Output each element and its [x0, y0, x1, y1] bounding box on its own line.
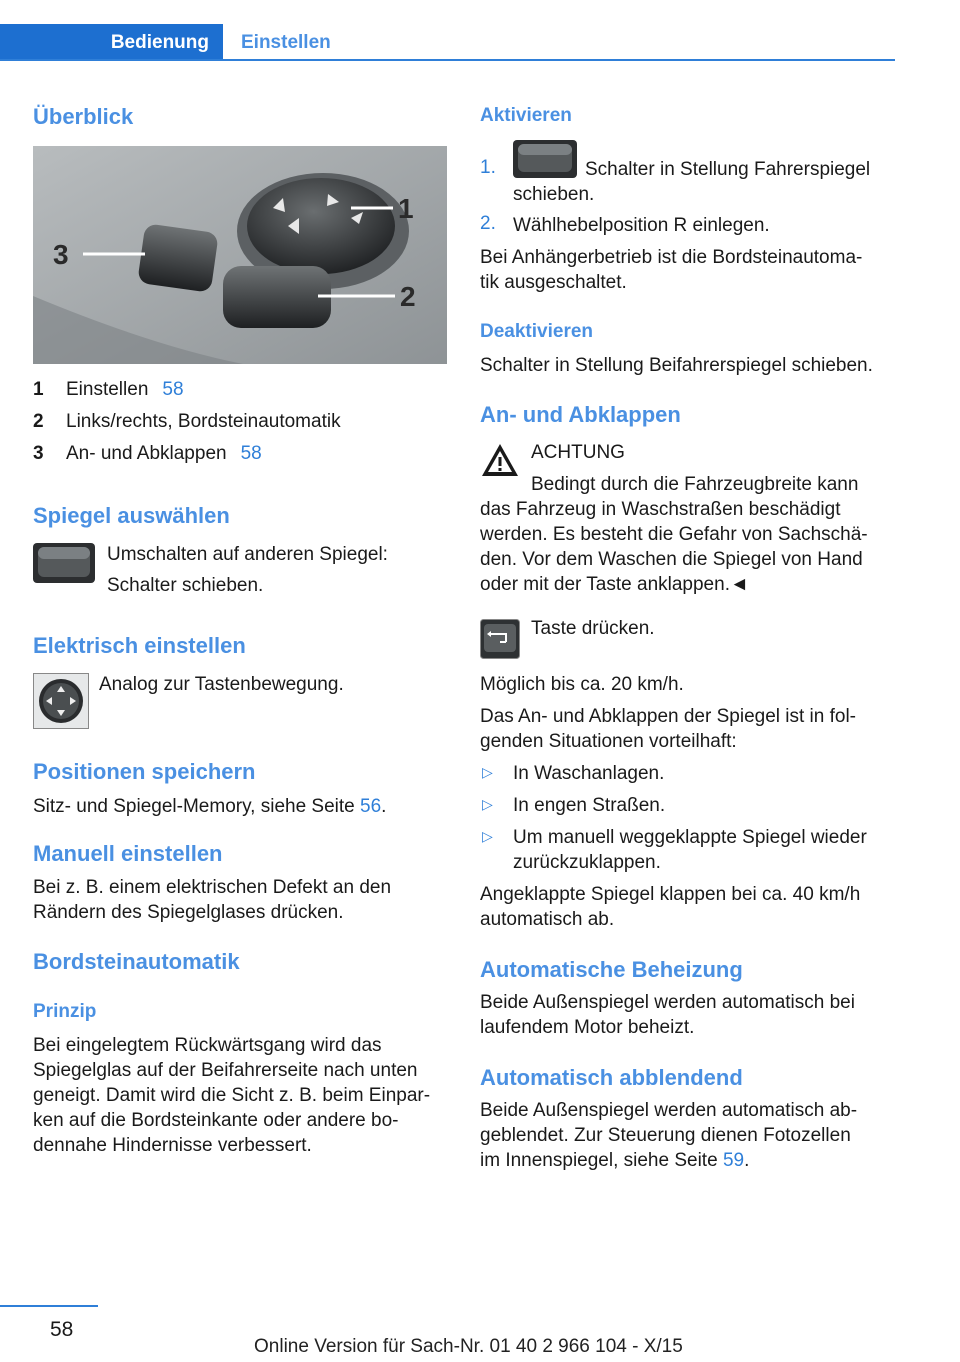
angeklappt-line: Angeklappte Spiegel klappen bei ca. 40 km/h	[480, 884, 861, 905]
bullet-item: In engen Straßen.	[513, 795, 666, 816]
vorteil-line: genden Situationen vorteilhaft:	[480, 731, 737, 752]
legend-text: Links/rechts, Bordsteinautomatik	[66, 411, 341, 432]
header-rule	[0, 59, 895, 61]
bullet-item: In Waschanlagen.	[513, 763, 665, 784]
legend-number: 3	[33, 443, 44, 464]
legend-text: Einstellen	[66, 379, 149, 400]
heading-prinzip: Prinzip	[33, 1001, 97, 1022]
mirror-switch-photo	[33, 146, 447, 364]
heading-deaktivieren: Deaktivieren	[480, 321, 594, 342]
elektrisch-text: Analog zur Tastenbewegung.	[99, 674, 344, 695]
step1-text-cont: schieben.	[513, 184, 595, 205]
tab-bedienung[interactable]: Bedienung	[0, 24, 223, 61]
triangle-bullet-icon: ▷	[482, 764, 493, 780]
step-number: 2.	[480, 213, 496, 234]
page-link-59[interactable]: 59	[722, 1150, 745, 1171]
heading-automatisch-abblendend: Automatisch abblendend	[480, 1065, 743, 1090]
abblend-line: geblendet. Zur Steuerung dienen Fotozellen	[480, 1125, 851, 1146]
mirror-joystick-icon	[33, 673, 89, 729]
callout-1: 1	[398, 193, 414, 224]
warning-line: werden. Es besteht die Gefahr von Sachschä-	[480, 524, 868, 545]
heading-elektrisch-einstellen: Elektrisch einstellen	[33, 633, 246, 658]
abblend-line: im Innenspiegel, siehe Seite 59.	[480, 1150, 750, 1171]
spiegel-text-2: Schalter schieben.	[107, 575, 264, 596]
achtung-label: ACHTUNG	[531, 442, 625, 463]
triangle-bullet-icon: ▷	[482, 796, 493, 812]
vorteil-line: Das An- und Abklappen der Spiegel ist in fol-	[480, 706, 857, 727]
triangle-bullet-icon: ▷	[482, 828, 493, 844]
heading-manuell-einstellen: Manuell einstellen	[33, 841, 223, 866]
angeklappt-line: automatisch ab.	[480, 909, 615, 930]
heading-an-und-abklappen: An- und Abklappen	[480, 402, 681, 427]
legend-text: An- und Abklappen	[66, 443, 227, 464]
callout-2: 2	[400, 281, 416, 312]
page-number: 58	[50, 1318, 74, 1341]
tab-einstellen[interactable]: Einstellen	[241, 32, 331, 53]
footer-rule	[0, 1305, 98, 1307]
heading-ueberblick: Überblick	[33, 104, 134, 129]
legend-number: 1	[33, 379, 44, 400]
heading-spiegel-auswaehlen: Spiegel auswählen	[33, 503, 230, 528]
warning-line: Bedingt durch die Fahrzeugbreite kann	[531, 474, 859, 495]
abblend-line: Beide Außenspiegel werden automatisch ab-	[480, 1100, 858, 1121]
prinzip-line: dennahe Hindernisse verbessert.	[33, 1135, 312, 1156]
chapter-tabbar	[0, 24, 895, 61]
legend-number: 2	[33, 411, 44, 432]
step2-text: Wählhebelposition R einlegen.	[513, 215, 770, 236]
heading-positionen-speichern: Positionen speichern	[33, 759, 256, 784]
anhaenger-line: tik ausgeschaltet.	[480, 272, 627, 293]
page-link[interactable]: 58	[162, 379, 184, 400]
page-link[interactable]: 58	[240, 443, 262, 464]
anhaenger-line: Bei Anhängerbetrieb ist die Bordsteinautoma-	[480, 247, 863, 268]
beheizung-line: laufendem Motor beheizt.	[480, 1017, 695, 1038]
step1-text: Schalter in Stellung Fahrerspiegel	[585, 159, 871, 180]
heading-aktivieren: Aktivieren	[480, 105, 572, 126]
prinzip-line: Spiegelglas auf der Beifahrerseite nach unten	[33, 1060, 418, 1081]
moeglich-text: Möglich bis ca. 20 km/h.	[480, 674, 684, 695]
fold-mirror-button-icon	[480, 619, 520, 659]
warning-line: das Fahrzeug in Waschstraßen beschädigt	[480, 499, 841, 520]
callout-3: 3	[53, 239, 69, 270]
prinzip-line: Bei eingelegtem Rückwärtsgang wird das	[33, 1035, 382, 1056]
warning-triangle-icon	[480, 442, 520, 478]
bullet-item-cont: zurückzuklappen.	[513, 852, 661, 873]
manuell-line: Rändern des Spiegelglases drücken.	[33, 902, 344, 923]
heading-automatische-beheizung: Automatische Beheizung	[480, 957, 743, 982]
step-number: 1.	[480, 157, 496, 178]
deaktivieren-text: Schalter in Stellung Beifahrerspiegel schieben.	[480, 355, 873, 376]
positionen-text: Sitz- und Spiegel-Memory, siehe Seite 56.	[33, 796, 387, 817]
bullet-item: Um manuell weggeklappte Spiegel wieder	[513, 827, 867, 848]
taste-text: Taste drücken.	[531, 618, 655, 639]
manuell-line: Bei z. B. einem elektrischen Defekt an den	[33, 877, 392, 898]
prinzip-line: ken auf die Bordsteinkante oder andere bo-	[33, 1110, 399, 1131]
heading-bordsteinautomatik: Bordsteinautomatik	[33, 949, 240, 974]
slide-switch-icon	[513, 140, 577, 178]
warning-line: oder mit der Taste anklappen.◄	[480, 574, 749, 595]
spiegel-text-1: Umschalten auf anderen Spiegel:	[107, 544, 388, 565]
beheizung-line: Beide Außenspiegel werden automatisch bei	[480, 992, 855, 1013]
prinzip-line: geneigt. Damit wird die Sicht z. B. beim Einpar-	[33, 1085, 431, 1106]
slide-switch-icon	[33, 543, 95, 583]
warning-line: den. Vor dem Waschen die Spiegel von Hand	[480, 549, 863, 570]
footer-online-version: Online Version für Sach-Nr. 01 40 2 966 104 - X/15	[254, 1336, 683, 1357]
page-link-56[interactable]: 56	[360, 796, 382, 817]
